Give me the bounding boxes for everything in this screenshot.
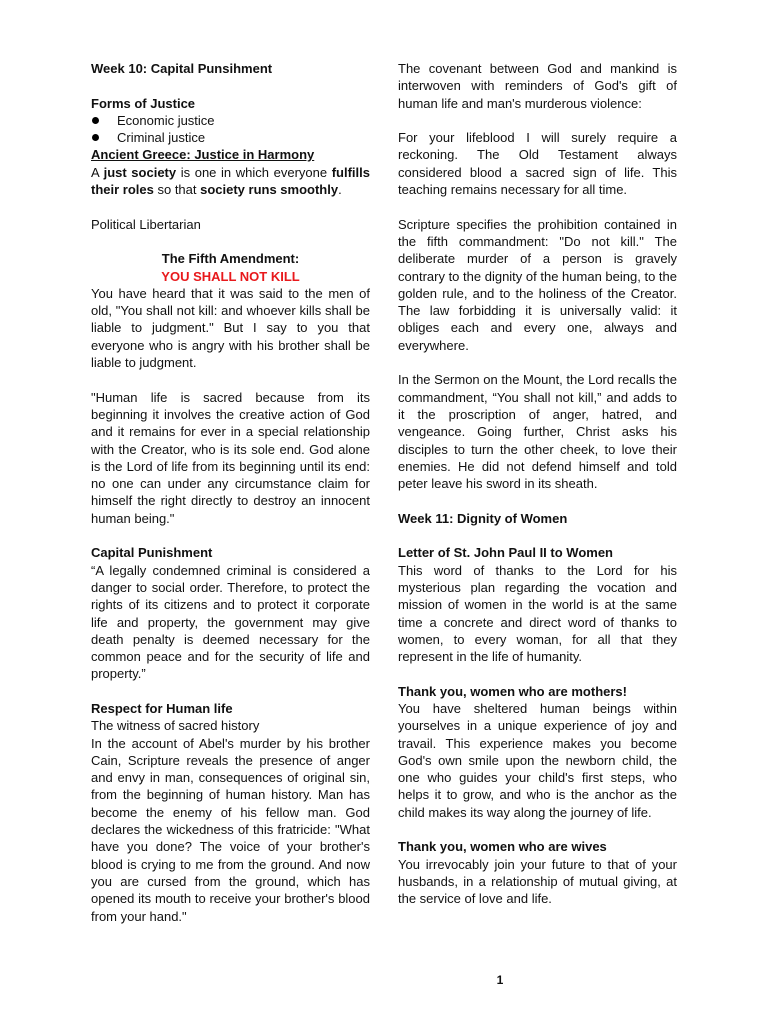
letter-text: This word of thanks to the Lord for his mysterious plan regarding the vocation and mission of women in the world is at the same time a concrete and direct word of thanks to women, to every woman, for all that they represent in the life of humanity.	[398, 562, 677, 665]
capital-heading: Capital Punishment	[91, 545, 213, 561]
greece-text: A just society is one in which everyone fulfills their roles so that society runs smoothly.	[91, 164, 370, 198]
respect-heading: Respect for Human life	[91, 700, 233, 716]
respect-text: In the account of Abel's murder by his brother Cain, Scripture reveals the presence of anger and envy in man, consequences of original sin, from the beginning of human history. Man has become the enemy of his fellow man. God declares the wickedness of this fratricide: "What have you done? The voice of your brother's blood is crying to me from the ground. And now you are cursed from the ground, which has opened its mouth to receive your brother's blood from your hand."	[91, 735, 370, 924]
forms-list	[91, 112, 370, 147]
libertarian-line: Political Libertarian	[91, 216, 201, 232]
list-item: Criminal justice	[91, 129, 370, 146]
mothers-text: You have sheltered human beings within yourselves in a unique experience of joy and travail. This experience makes you become God's own smile upon the newborn child, the one who guides your child's first steps, who helps it to grow, and who is the anchor as the child makes its way along the journey of life.	[398, 700, 677, 820]
lifeblood-text: For your lifeblood I will surely require a reckoning. The Old Testament always considered blood a sacred sign of life. This teaching remains necessary for all time.	[398, 130, 677, 198]
covenant-text: The covenant between God and mankind is interwoven with reminders of God's gift of human life and man's murderous violence:	[398, 61, 677, 111]
week11-title: Week 11: Dignity of Women	[398, 510, 568, 526]
letter-heading: Letter of St. John Paul II to Women	[398, 545, 613, 561]
sermon-text: In the Sermon on the Mount, the Lord recalls the commandment, “You shall not kill,” and adds to it the proscription of anger, hatred, and vengeance. Going further, Christ asks his disciples to turn the other cheek, to love their enemies. He did not defend himself and told peter leave his sword in its sheath.	[398, 372, 677, 492]
bullet-icon	[92, 134, 99, 141]
fifth-heading: The Fifth Amendment:	[161, 251, 300, 267]
right-column	[398, 60, 677, 908]
sacred-text: "Human life is sacred because from its beginning it involves the creative action of God and it remains for ever in a special relationship with the Creator, who is its sole end. God alone is the Lord of life from its beginning until its end: no one can under any circumstance claim for himself the right directly to destroy an innocent human being."	[91, 389, 370, 526]
greece-heading: Ancient Greece: Justice in Harmony	[91, 147, 315, 163]
wives-text: You irrevocably join your future to that of your husbands, in a relationship of mutual giving, at the service of love and life.	[398, 856, 677, 907]
scripture-text: Scripture specifies the prohibition contained in the fifth commandment: "Do not kill." The deliberate murder of a person is gravely contrary to the dignity of the human being, to the golden rule, and to the holiness of the Creator. The law forbidding it is universally valid: it obliges each and every one, always and everywhere.	[398, 216, 677, 353]
fifth-text: You have heard that it was said to the men of old, "You shall not kill: and whoever kills shall be liable to judgment." But I say to you that everyone who is angry with his brother shall be liable to judgment.	[91, 285, 370, 371]
capital-text: “A legally condemned criminal is considered a danger to social order. Therefore, to protect the rights of its citizens and to protect it corporate life and property, the government may give death penalty is deemed necessary for the common peace and for the security of life and property.”	[91, 562, 370, 682]
mothers-heading: Thank you, women who are mothers!	[398, 683, 627, 699]
week10-title: Week 10: Capital Punsihment	[91, 61, 273, 76]
bullet-icon	[92, 117, 99, 124]
list-item: Economic justice	[91, 112, 370, 129]
respect-subheading: The witness of sacred history	[91, 718, 260, 734]
fifth-subheading: YOU SHALL NOT KILL	[161, 268, 300, 284]
left-column	[91, 60, 370, 925]
page-number: 1	[496, 973, 504, 987]
wives-heading: Thank you, women who are wives	[398, 839, 607, 855]
forms-heading: Forms of Justice	[91, 95, 196, 111]
